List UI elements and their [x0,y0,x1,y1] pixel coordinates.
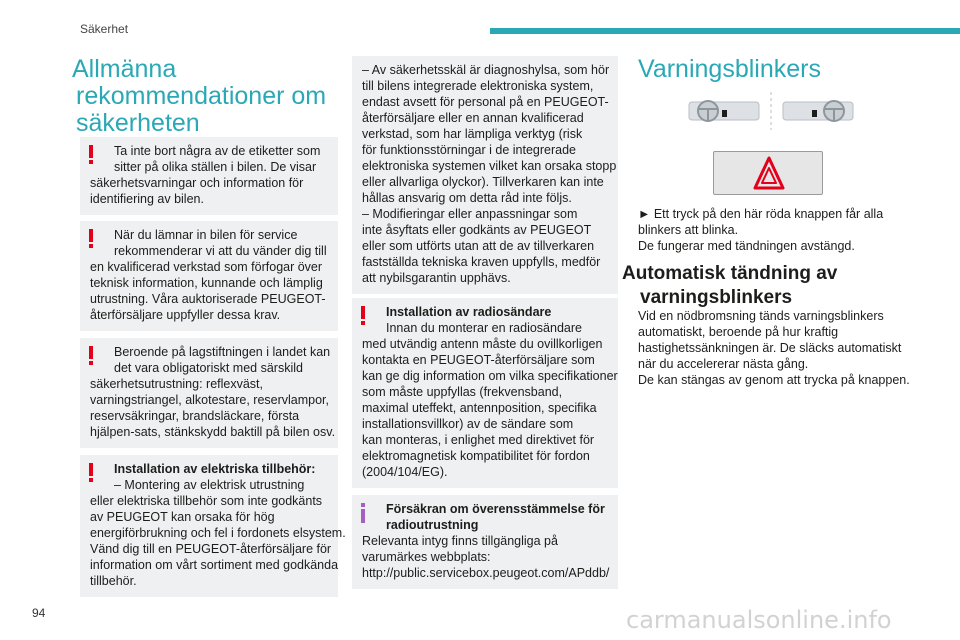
text-line: kan ge dig information om vilka specifikationer [362,369,618,383]
heading-line: varningsblinkers [640,287,793,308]
text-line: varningstriangel, alkotestare, reservlampor, [90,393,330,407]
text-line: installationsvillkor) av de sändare som [362,417,574,431]
col1-title-line: Allmänna [72,55,177,83]
warning-exclamation-icon [88,463,94,483]
text-line: att nybilsgarantin upphävs. [362,271,511,285]
warning-box-service [80,221,338,331]
text-line: det vara obligatoriskt med särskild [114,361,303,375]
text-line: När du lämnar in bilen för service [114,228,298,242]
info-box-conformity [352,495,618,589]
text-line: för funktionsstörningar i de integrerade [362,143,577,157]
right-panel-icon [783,101,853,121]
text-line: av PEUGEOT kan orsaka för hög [90,510,275,524]
text-line: till bilens integrerade elektroniska system, [362,79,594,93]
text-line: rekommenderar vi att du vänder dig till [114,244,327,258]
text-line: när du accelererar nästa gång. [638,357,809,371]
warning-exclamation-icon [88,346,94,366]
text-line: säkerhetsutrustning: reflexväst, [90,377,263,391]
text-line: automatiskt, beroende på hur kraftig [638,325,839,339]
watermark: carmanualsonline.info [626,606,892,634]
dashboard-illustration [686,90,856,132]
page-number: 94 [32,606,46,620]
text-line: Innan du monterar en radiosändare [386,321,582,335]
section-label: Säkerhet [80,22,129,36]
text-line: kan monteras, i enlighet med direktivet för [362,433,595,447]
text-line: hastighetssänkningen är. De släcks automatiskt [638,341,902,355]
heading-line: Automatisk tändning av [622,263,838,284]
box-heading: Försäkran om överensstämmelse för [386,502,605,516]
col3-title: Varningsblinkers [638,55,821,83]
text-line: hjälpen-sats, stänkskydd baktill på bilen osv. [90,425,336,439]
text-line: eller som utförts utan att de av tillverkaren [362,239,595,253]
text-line: Ta inte bort några av de etiketter som [114,144,321,158]
text-line: – Modifieringar eller anpassningar som [362,207,578,221]
text-line: varumärkes webbplats: [362,550,491,564]
text-line: verkstad, som har lämpliga verktyg (risk [362,127,583,141]
info-icon [360,503,366,523]
info-box-diagnostics [352,56,618,294]
warning-box-equipment [80,338,338,448]
warning-box-radio [352,298,618,488]
text-line: eller elektriska tillbehör som inte godkänts [90,494,323,508]
text-line: ► Ett tryck på den här röda knappen får alla [638,207,884,221]
text-line: elektroniska systemen vilket kan orsaka stopp [362,159,617,173]
hazard-instruction [638,206,883,254]
warning-exclamation-icon [88,145,94,165]
text-line: Beroende på lagstiftningen i landet kan [114,345,331,359]
text-line: blinkers att blinka. [638,223,739,237]
text-line: återförsäljare uppfyller dessa krav. [90,308,281,322]
text-line: – Av säkerhetsskäl är diagnoshylsa, som hör [362,63,610,77]
text-line: – Montering av elektrisk utrustning [114,478,305,492]
auto-hazard-paragraph [638,308,910,388]
text-line: endast avsett för personal på en PEUGEOT- [362,95,609,109]
text-line: elektromagnetisk kompatibilitet för fordon [362,449,590,463]
text-line: information om vårt sortiment med godkända [90,558,339,572]
header-accent-bar [490,28,960,34]
text-line: De fungerar med tändningen avstängd. [638,239,855,253]
text-line: teknisk information, kunnande och lämplig [90,276,323,290]
text-line: De kan stängas av genom att trycka på knappen. [638,373,910,387]
box-heading: Installation av elektriska tillbehör: [114,462,316,476]
box-heading: radioutrustning [386,518,479,532]
text-line: Relevanta intyg finns tillgängliga på [362,534,558,548]
text-line: tillbehör. [90,574,137,588]
text-line: (2004/104/EG). [362,465,448,479]
text-line: fastställda tekniska kraven uppfylls, medför [362,255,601,269]
text-line: sitter på olika ställen i bilen. De visar [114,160,317,174]
warning-exclamation-icon [360,306,366,326]
auto-hazard-heading [622,262,837,310]
text-line: http://public.servicebox.peugeot.com/APddb/ [362,566,610,580]
warning-box-electrical [80,455,346,597]
text-line: inte åsyftats eller godkänts av PEUGEOT [362,223,592,237]
text-line: utrustning. Våra auktoriserade PEUGEOT- [90,292,326,306]
text-line: hållas ansvarig om detta råd inte följs. [362,191,572,205]
warning-box-labels [80,137,338,215]
hazard-warning-icon [714,152,824,196]
text-line: kontakta en PEUGEOT-återförsäljare som [362,353,595,367]
text-line: en kvalificerad verkstad som förfogar över [90,260,323,274]
col1-title-line: säkerheten [76,109,200,137]
text-line: identifiering av bilen. [90,192,204,206]
text-line: med utvändig antenn måste du ovillkorligen [362,337,603,351]
text-line: Vänd dig till en PEUGEOT-återförsäljare för [90,542,332,556]
text-line: säkerhetsvarningar och information för [90,176,304,190]
hazard-button-panel [713,151,823,195]
text-line: Vid en nödbromsning tänds varningsblinkers [638,309,884,323]
col1-title-line: rekommendationer om [76,82,327,110]
box-heading: Installation av radiosändare [386,305,552,319]
text-line: eller allvarliga olyckor). Tillverkaren kan inte [362,175,604,189]
warning-exclamation-icon [88,229,94,249]
text-line: som måste uppfyllas (frekvensband, [362,385,563,399]
text-line: maximal uteffekt, antennposition, specifika [362,401,597,415]
text-line: energiförbrukning och fel i fordonets elsystem. [90,526,346,540]
left-panel-icon [689,101,759,121]
text-line: återförsäljare eller en annan kvalificerad [362,111,584,125]
col1-title [72,56,326,137]
text-line: reservsäkringar, brandsläckare, första [90,409,300,423]
